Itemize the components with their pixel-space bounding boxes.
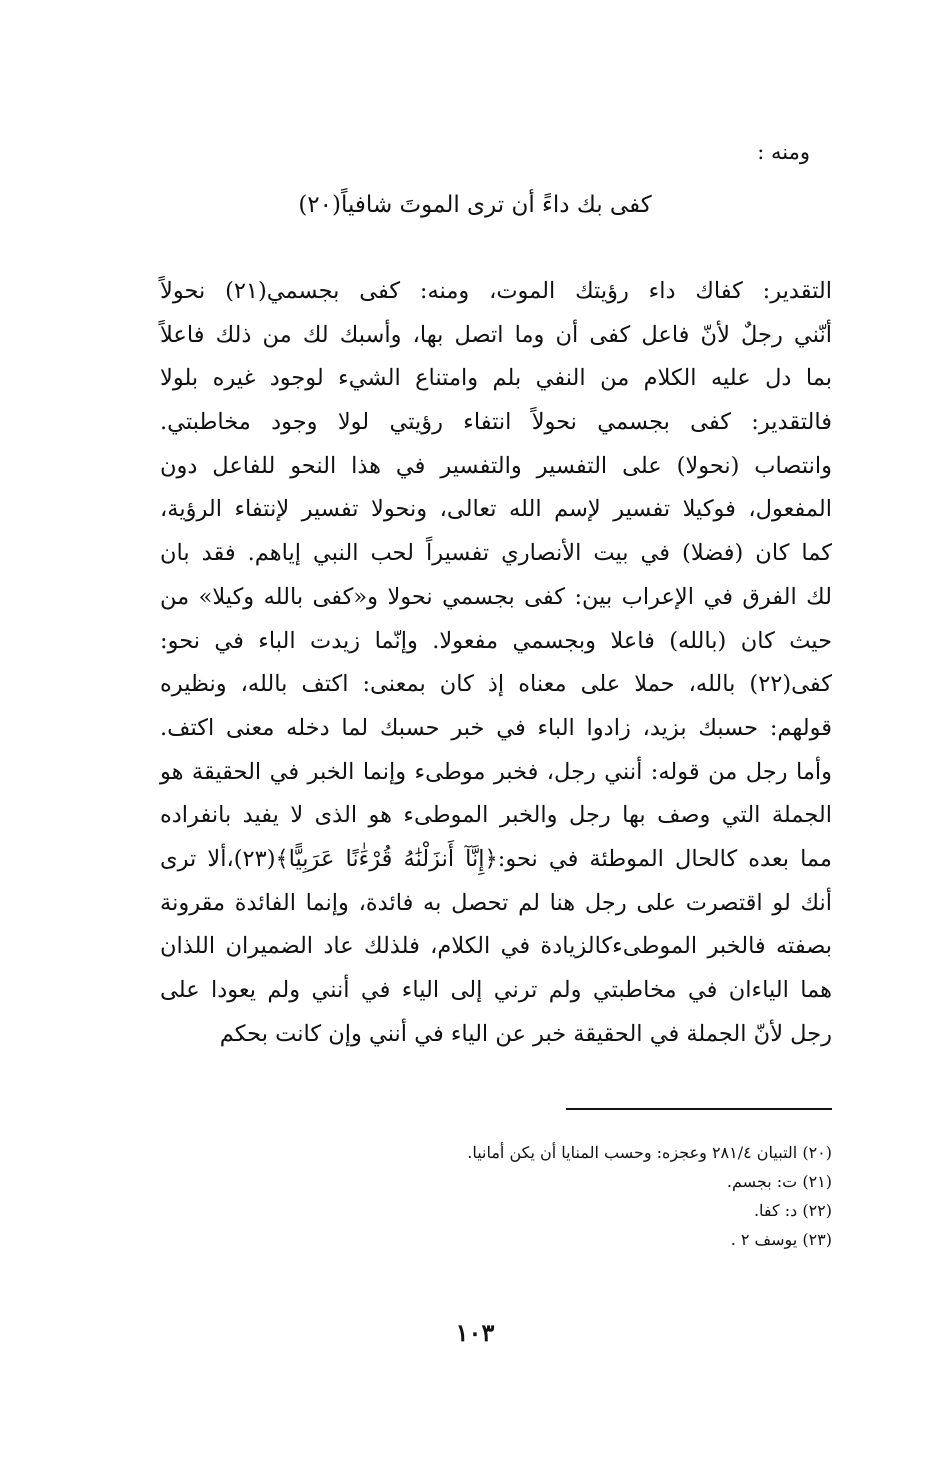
intro-label: ومنه : [757, 140, 810, 164]
body-line: كما كان (فضلا) في بيت الأنصاري تفسيراً لحب النبي إياهم. فقد بان [160, 540, 832, 567]
poetry-verse: كفى بك داءً أن ترى الموتَ شافياً(٢٠) [298, 192, 652, 218]
footnote: (٢١) ت: بجسم. [726, 1172, 832, 1191]
body-line: أنّني رجلٌ لأنّ فاعل كفى أن وما اتصل بها، وأسبك لك من ذلك فاعلاً [160, 321, 832, 348]
footnote: (٢٢) د: كفا. [753, 1201, 832, 1220]
footnote: (٢٣) يوسف ٢ . [730, 1230, 832, 1249]
body-line: التقدير: كفاك داء رؤيتك الموت، ومنه: كفى بجسمي(٢١) نحولاً [160, 278, 832, 304]
page-number: ١٠٣ [455, 1318, 495, 1347]
body-line: كفى(٢٢) بالله، حملا على معناه إذ كان بمعنى: اكتف بالله، ونظيره [160, 671, 832, 698]
body-line: قولهم: حسبك بزيد، زادوا الباء في خبر حسبك لما دخله معنى اكتف. [160, 714, 832, 741]
body-line: وأما رجل من قوله: أنني رجل، فخبر موطىء وإنما الخبر في الحقيقة هو [160, 758, 832, 785]
body-line: الجملة التي وصف بها رجل والخبر الموطىء هو الذى لا يفيد بانفراده [160, 802, 832, 829]
footnote: (٢٠) التبيان ٢٨١/٤ وعجزه: وحسب المنايا أن يكن أمانيا. [467, 1143, 832, 1162]
body-line: حيث كان (بالله) فاعلا وبجسمي مفعولا. وإنّما زيدت الباء في نحو: [160, 627, 832, 654]
body-line: المفعول، فوكيلا تفسير لإسم الله تعالى، ونحولا تفسير لإنتفاء الرؤية، [160, 496, 832, 523]
body-line: بصفته فالخبر الموطىءكالزيادة في الكلام، فلذلك عاد الضميران اللذان [160, 933, 832, 960]
body-line: هما الياءان في مخاطبتي ولم ترني إلى الياء في أنني ولم يعودا على [160, 977, 832, 1003]
body-line: أنك لو اقتصرت على رجل هنا لم تحصل به فائدة، وإنما الفائدة مقرونة [160, 889, 832, 916]
body-line: رجل لأنّ الجملة في الحقيقة خبر عن الياء في أنني وإن كانت بحكم [219, 1020, 832, 1047]
body-line: بما دل عليه الكلام من النفي بلم وامتناع الشيء لوجود غيره بلولا [160, 365, 832, 392]
body-line: فالتقدير: كفى بجسمي نحولاً انتفاء رؤيتي لولا وجود مخاطبتي. [160, 409, 832, 436]
body-line: وانتصاب (نحولا) على التفسير والتفسير في هذا النحو للفاعل دون [160, 452, 832, 479]
footnote-divider [566, 1108, 832, 1110]
body-line: مما بعده كالحال الموطئة في نحو:﴿إِنَّآ أَنزَلْنَٰهُ قُرْءَٰنًا عَرَبِيًّا﴾(٢٣)،ألا ترى [160, 845, 832, 872]
body-line: لك الفرق في الإعراب بين: كفى بجسمي نحولا و«كفى بالله وكيلا» من [160, 583, 832, 610]
footnotes [232, 1138, 832, 1254]
body-text [160, 270, 832, 1056]
